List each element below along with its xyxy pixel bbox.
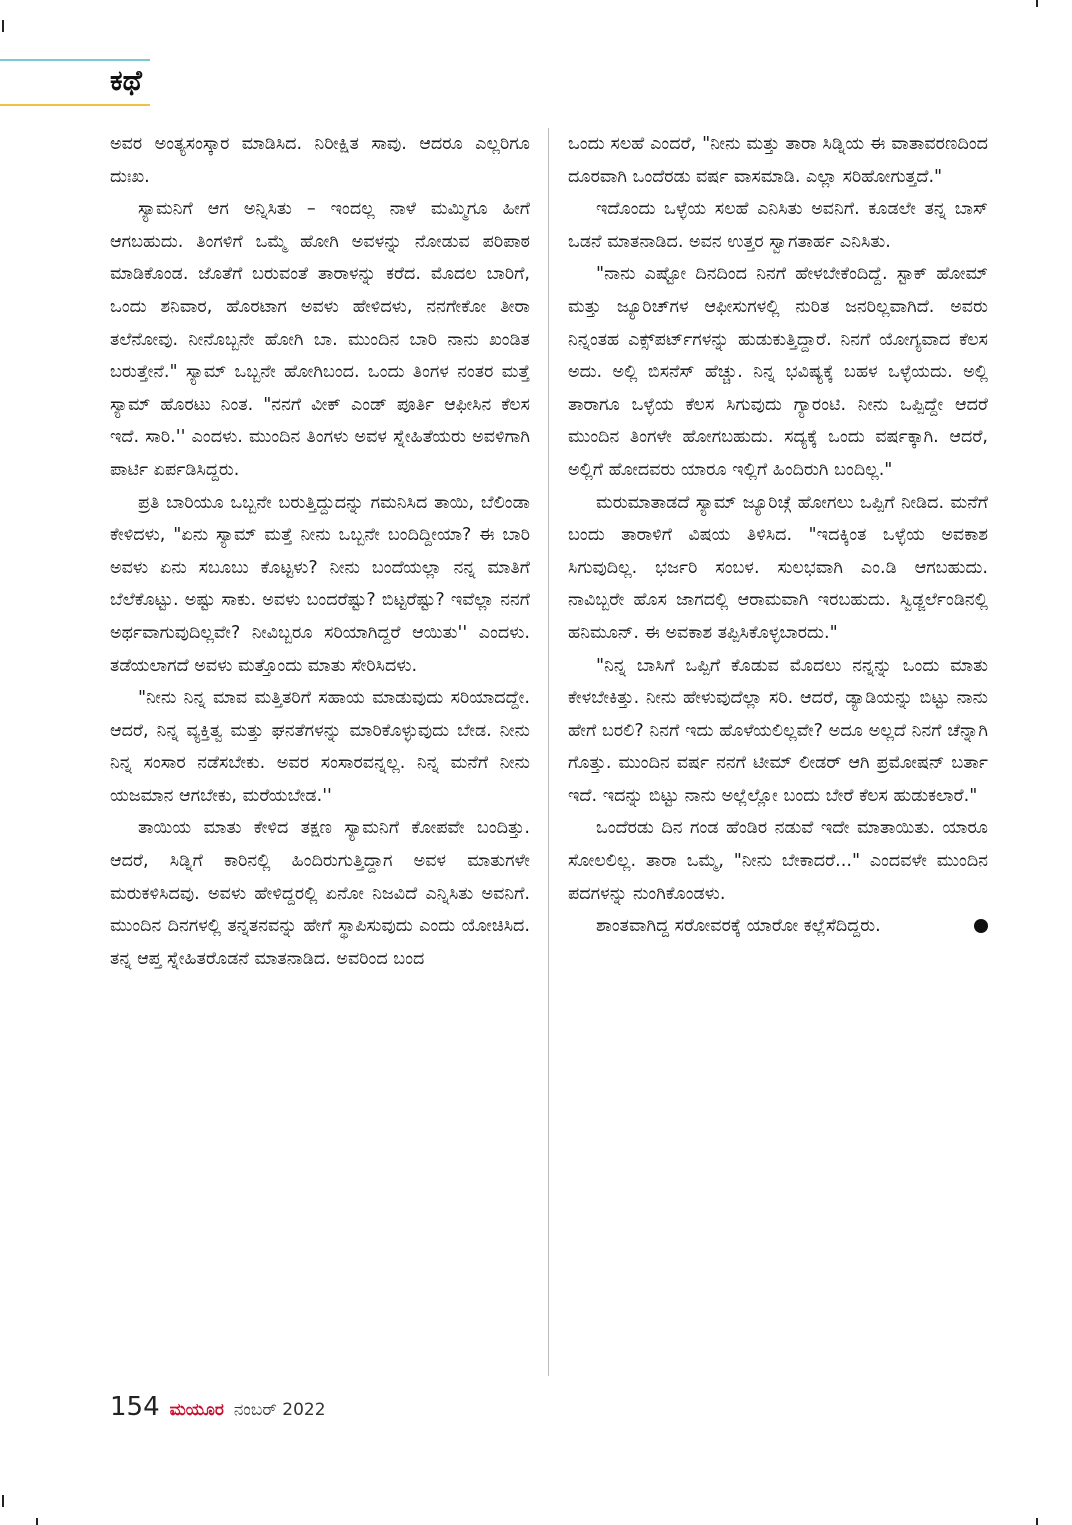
crop-mark bbox=[2, 1495, 4, 1507]
paragraph: ಇದೊಂದು ಒಳ್ಳೆಯ ಸಲಹೆ ಎನಿಸಿತು ಅವನಿಗೆ. ಕೂಡಲೇ ತನ್ನ ಬಾಸ್ ಒಡನೆ ಮಾತನಾಡಿದ. ಅವನ ಉತ್ತರ ಸ್ವಾಗತಾರ್ಹ ಎನಿಸಿತು. bbox=[568, 199, 988, 252]
paragraph: ಅವರ ಅಂತ್ಯಸಂಸ್ಕಾರ ಮಾಡಿಸಿದ. ನಿರೀಕ್ಷಿತ ಸಾವು. ಆದರೂ ಎಲ್ಲರಿಗೂ ದುಃಖ. bbox=[110, 134, 530, 187]
section-title: ಕಥೆ bbox=[110, 64, 142, 97]
paragraph: "ನಿನ್ನ ಬಾಸಿಗೆ ಒಪ್ಪಿಗೆ ಕೊಡುವ ಮೊದಲು ನನ್ನನ್ನು ಒಂದು ಮಾತು ಕೇಳಬೇಕಿತ್ತು. ನೀನು ಹೇಳುವುದೆಲ್ಲಾ ಸರಿ. ಆದರೆ, ಡ್ಯಾಡಿಯನ್ನು ಬಿಟ್ಟು ನಾನು ಹೇಗೆ ಬರಲಿ? ನಿನಗೆ ಇದು ಹೊಳೆಯಲಿಲ್ಲವೇ? ಅದೂ ಅಲ್ಲದೆ ನಿನಗೆ ಚೆನ್ನಾಗಿ ಗೊತ್ತು. ಮುಂದಿನ ವರ್ಷ ನನಗೆ ಟೀಮ್ ಲೀಡರ್ ಆಗಿ ಪ್ರಮೋಷನ್ ಬರ್ತಾ ಇದೆ. ಇದನ್ನು ಬಿಟ್ಟು ನಾನು ಅಲ್ಲೆಲ್ಲೋ ಬಂದು ಬೇರೆ ಕೆಲಸ ಹುಡುಕಲಾರೆ." bbox=[568, 655, 988, 806]
crop-mark bbox=[1036, 1518, 1038, 1525]
page-number: 154 bbox=[110, 1392, 160, 1422]
paragraph: "ನೀನು ನಿನ್ನ ಮಾವ ಮತ್ತಿತರಿಗೆ ಸಹಾಯ ಮಾಡುವುದು ಸರಿಯಾದದ್ದೇ. ಆದರೆ, ನಿನ್ನ ವ್ಯಕ್ತಿತ್ವ ಮತ್ತು ಘನತೆಗಳನ್ನು ಮಾರಿಕೊಳ್ಳುವುದು ಬೇಡ. ನೀನು ನಿನ್ನ ಸಂಸಾರ ನಡೆಸಬೇಕು. ಅವರ ಸಂಸಾರವನ್ನಲ್ಲ. ನಿನ್ನ ಮನೆಗೆ ನೀನು ಯಜಮಾನ ಆಗಬೇಕು, ಮರೆಯಬೇಡ.'' bbox=[110, 688, 530, 806]
paragraph-text: ಶಾಂತವಾಗಿದ್ದ ಸರೋವರಕ್ಕೆ ಯಾರೋ ಕಲ್ಲೆಸೆದಿದ್ದರು. bbox=[596, 916, 881, 937]
column-divider bbox=[548, 128, 549, 1376]
right-column bbox=[568, 128, 988, 943]
crop-mark bbox=[1036, 0, 1038, 7]
end-of-story-icon bbox=[974, 919, 988, 933]
paragraph: ಸ್ಯಾಮನಿಗೆ ಆಗ ಅನ್ನಿಸಿತು – ಇಂದಲ್ಲ ನಾಳೆ ಮಮ್ಮಿಗೂ ಹೀಗೆ ಆಗಬಹುದು. ತಿಂಗಳಿಗೆ ಒಮ್ಮೆ ಹೋಗಿ ಅವಳನ್ನು ನೋಡುವ ಪರಿಪಾಠ ಮಾಡಿಕೊಂಡ. ಜೊತೆಗೆ ಬರುವಂತೆ ತಾರಾಳನ್ನು ಕರೆದ. ಮೊದಲ ಬಾರಿಗೆ, ಒಂದು ಶನಿವಾರ, ಹೊರಟಾಗ ಅವಳು ಹೇಳಿದಳು, ನನಗೇಕೋ ತೀರಾ ತಲೆನೋವು. ನೀನೊಬ್ಬನೇ ಹೋಗಿ ಬಾ. ಮುಂದಿನ ಬಾರಿ ನಾನು ಖಂಡಿತ ಬರುತ್ತೇನೆ." ಸ್ಯಾಮ್ ಒಬ್ಬನೇ ಹೋಗಿಬಂದ. ಒಂದು ತಿಂಗಳ ನಂತರ ಮತ್ತೆ ಸ್ಯಾಮ್ ಹೊರಟು ನಿಂತ. "ನನಗೆ ವೀಕ್ ಎಂಡ್ ಪೂರ್ತಿ ಆಫೀಸಿನ ಕೆಲಸ ಇದೆ. ಸಾರಿ.'' ಎಂದಳು. ಮುಂದಿನ ತಿಂಗಳು ಅವಳ ಸ್ನೇಹಿತೆಯರು ಅವಳಿಗಾಗಿ ಪಾರ್ಟಿ ಏರ್ಪಡಿಸಿದ್ದರು. bbox=[110, 199, 530, 480]
magazine-logo: ಮಯೂರ bbox=[169, 1400, 224, 1420]
issue-label: ನಂಬರ್ 2022 bbox=[233, 1400, 326, 1420]
section-rule-bottom bbox=[0, 104, 150, 106]
page-footer bbox=[110, 1392, 326, 1422]
section-rule-top bbox=[0, 59, 150, 61]
crop-mark bbox=[2, 20, 4, 32]
paragraph: ಒಂದು ಸಲಹೆ ಎಂದರೆ, "ನೀನು ಮತ್ತು ತಾರಾ ಸಿಡ್ನಿಯ ಈ ವಾತಾವರಣದಿಂದ ದೂರವಾಗಿ ಒಂದೆರಡು ವರ್ಷ ವಾಸಮಾಡಿ. ಎಲ್ಲಾ ಸರಿಹೋಗುತ್ತದೆ." bbox=[568, 134, 988, 187]
left-column bbox=[110, 128, 530, 975]
paragraph: ಮರುಮಾತಾಡದೆ ಸ್ಯಾಮ್ ಜ್ಯೂರಿಚ್ಗೆ ಹೋಗಲು ಒಪ್ಪಿಗೆ ನೀಡಿದ. ಮನೆಗೆ ಬಂದು ತಾರಾಳಿಗೆ ವಿಷಯ ತಿಳಿಸಿದ. "ಇದಕ್ಕಿಂತ ಒಳ್ಳೆಯ ಅವಕಾಶ ಸಿಗುವುದಿಲ್ಲ. ಭರ್ಜರಿ ಸಂಬಳ. ಸುಲಭವಾಗಿ ಎಂ.ಡಿ ಆಗಬಹುದು. ನಾವಿಬ್ಬರೇ ಹೊಸ ಜಾಗದಲ್ಲಿ ಆರಾಮವಾಗಿ ಇರಬಹುದು. ಸ್ವಿಡ್ಜರ್ಲೆಂಡಿನಲ್ಲಿ ಹನಿಮೂನ್. ಈ ಅವಕಾಶ ತಪ್ಪಿಸಿಕೊಳ್ಳಬಾರದು." bbox=[568, 492, 988, 643]
paragraph: "ನಾನು ಎಷ್ಟೋ ದಿನದಿಂದ ನಿನಗೆ ಹೇಳಬೇಕೆಂದಿದ್ದೆ. ಸ್ಟಾಕ್ ಹೋಮ್ ಮತ್ತು ಜ್ಯೂರಿಚ್‌ಗಳ ಆಫೀಸುಗಳಲ್ಲಿ ನುರಿತ ಜನರಿಲ್ಲವಾಗಿದೆ. ಅವರು ನಿನ್ನಂತಹ ಎಕ್ಸ್‌ಪರ್ಟ್‌ಗಳನ್ನು ಹುಡುಕುತ್ತಿದ್ದಾರೆ. ನಿನಗೆ ಯೋಗ್ಯವಾದ ಕೆಲಸ ಅದು. ಅಲ್ಲಿ ಬಿಸನೆಸ್ ಹೆಚ್ಚು. ನಿನ್ನ ಭವಿಷ್ಯಕ್ಕೆ ಬಹಳ ಒಳ್ಳೆಯದು. ಅಲ್ಲಿ ತಾರಾಗೂ ಒಳ್ಳೆಯ ಕೆಲಸ ಸಿಗುವುದು ಗ್ಯಾರಂಟಿ. ನೀನು ಒಪ್ಪಿದ್ದೇ ಆದರೆ ಮುಂದಿನ ತಿಂಗಳೇ ಹೋಗಬಹುದು. ಸದ್ಯಕ್ಕೆ ಒಂದು ವರ್ಷಕ್ಕಾಗಿ. ಆದರೆ, ಅಲ್ಲಿಗೆ ಹೋದವರು ಯಾರೂ ಇಲ್ಲಿಗೆ ಹಿಂದಿರುಗಿ ಬಂದಿಲ್ಲ." bbox=[568, 264, 988, 480]
paragraph: ಒಂದೆರಡು ದಿನ ಗಂಡ ಹೆಂಡಿರ ನಡುವೆ ಇದೇ ಮಾತಾಯಿತು. ಯಾರೂ ಸೋಲಲಿಲ್ಲ. ತಾರಾ ಒಮ್ಮೆ, "ನೀನು ಬೇಕಾದರೆ..." ಎಂದವಳೇ ಮುಂದಿನ ಪದಗಳನ್ನು ನುಂಗಿಕೊಂಡಳು. bbox=[568, 818, 988, 904]
paragraph: ತಾಯಿಯ ಮಾತು ಕೇಳಿದ ತಕ್ಷಣ ಸ್ಯಾಮನಿಗೆ ಕೋಪವೇ ಬಂದಿತ್ತು. ಆದರೆ, ಸಿಡ್ನಿಗೆ ಕಾರಿನಲ್ಲಿ ಹಿಂದಿರುಗುತ್ತಿದ್ದಾಗ ಅವಳ ಮಾತುಗಳೇ ಮರುಕಳಿಸಿದವು. ಅವಳು ಹೇಳಿದ್ದರಲ್ಲಿ ಏನೋ ನಿಜವಿದೆ ಎನ್ನಿಸಿತು ಅವನಿಗೆ. ಮುಂದಿನ ದಿನಗಳಲ್ಲಿ ತನ್ನತನವನ್ನು ಹೇಗೆ ಸ್ಥಾಪಿಸುವುದು ಎಂದು ಯೋಚಿಸಿದ. ತನ್ನ ಆಪ್ತ ಸ್ನೇಹಿತರೊಡನೆ ಮಾತನಾಡಿದ. ಅವರಿಂದ ಬಂದ bbox=[110, 818, 530, 969]
crop-mark bbox=[36, 1518, 38, 1525]
paragraph: ಪ್ರತಿ ಬಾರಿಯೂ ಒಬ್ಬನೇ ಬರುತ್ತಿದ್ದುದನ್ನು ಗಮನಿಸಿದ ತಾಯಿ, ಬೆಲಿಂಡಾ ಕೇಳಿದಳು, "ಏನು ಸ್ಯಾಮ್ ಮತ್ತೆ ನೀನು ಒಬ್ಬನೇ ಬಂದಿದ್ದೀಯಾ? ಈ ಬಾರಿ ಅವಳು ಏನು ಸಬೂಬು ಕೊಟ್ಟಳು? ನೀನು ಬಂದೆಯಲ್ಲಾ ನನ್ನ ಮಾತಿಗೆ ಬೆಲೆಕೊಟ್ಟು. ಅಷ್ಟು ಸಾಕು. ಅವಳು ಬಂದರೆಷ್ಟು? ಬಿಟ್ಟರೆಷ್ಟು? ಇವೆಲ್ಲಾ ನನಗೆ ಅರ್ಥವಾಗುವುದಿಲ್ಲವೇ? ನೀವಿಬ್ಬರೂ ಸರಿಯಾಗಿದ್ದರೆ ಆಯಿತು'' ಎಂದಳು. ತಡೆಯಲಾಗದೆ ಅವಳು ಮತ್ತೊಂದು ಮಾತು ಸೇರಿಸಿದಳು. bbox=[110, 492, 530, 676]
last-paragraph bbox=[568, 910, 988, 943]
